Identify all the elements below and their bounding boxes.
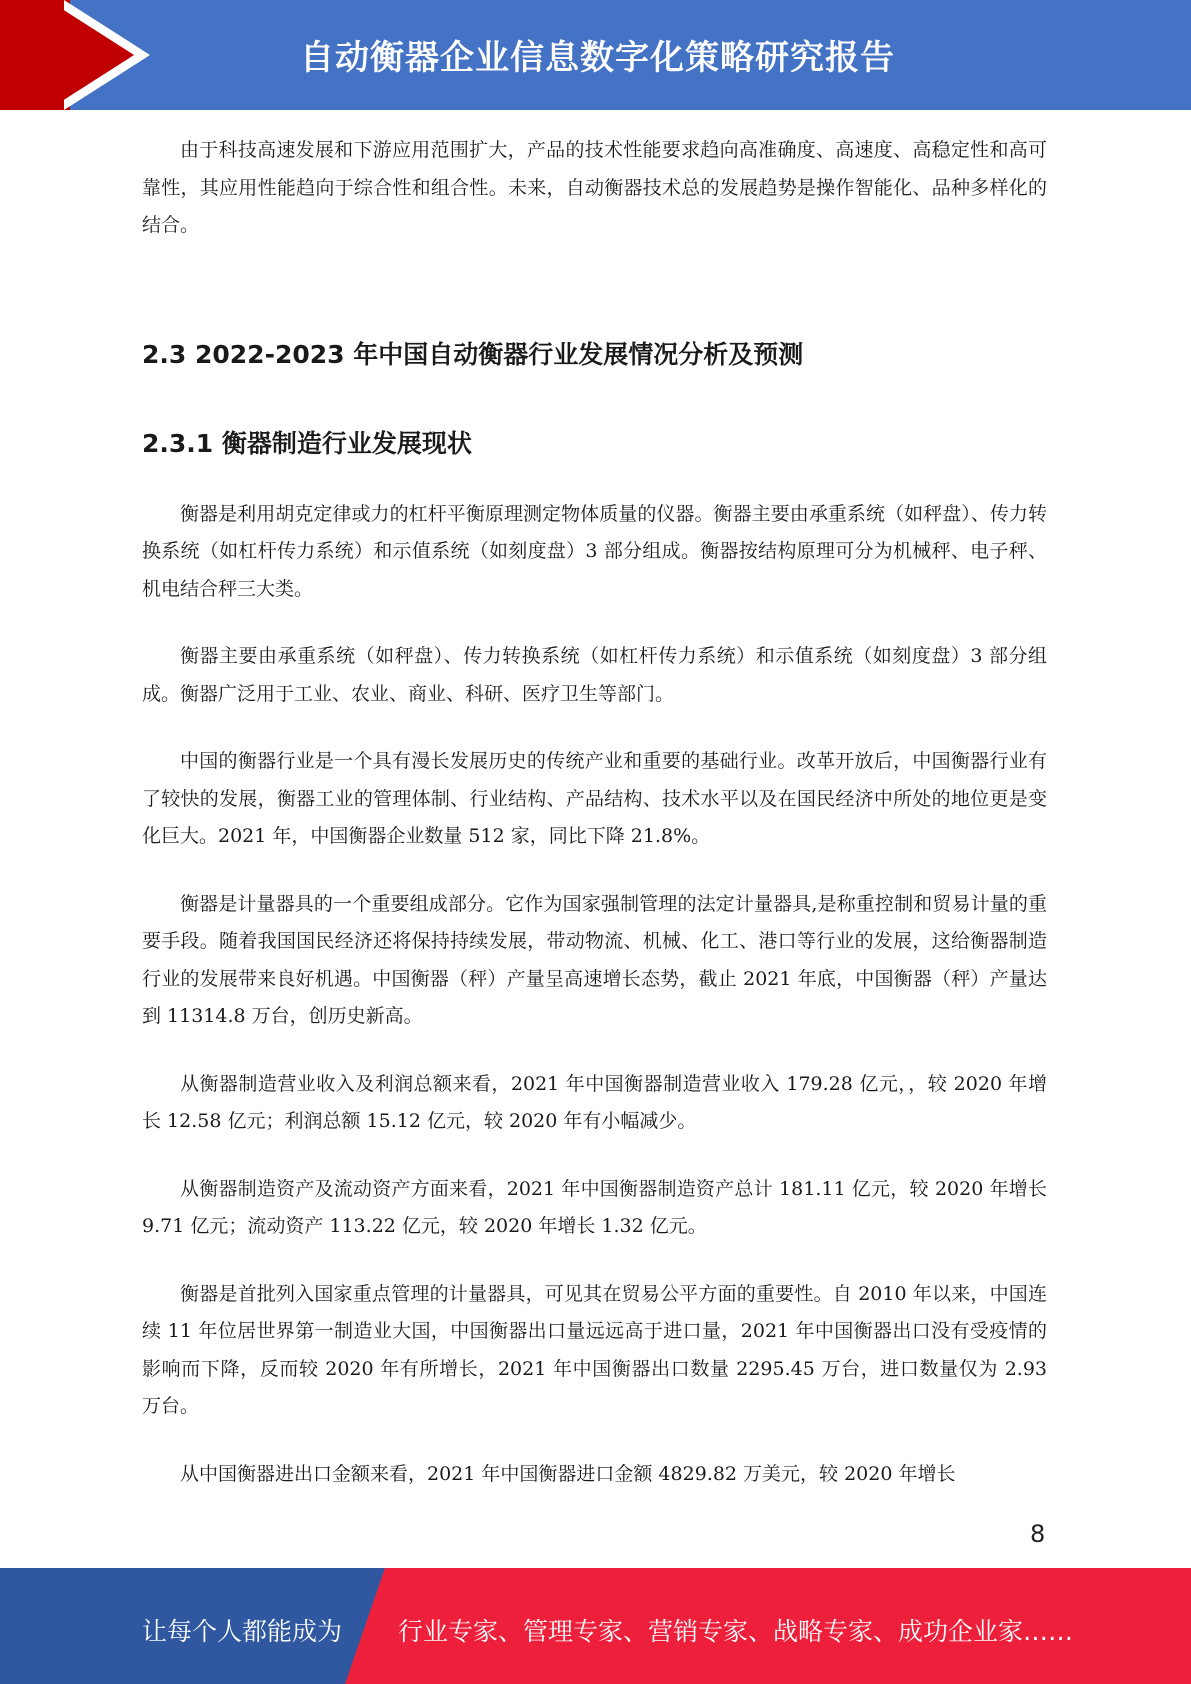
footer-blue-slant xyxy=(345,1568,385,1684)
body-paragraph: 从衡器制造营业收入及利润总额来看，2021 年中国衡器制造营业收入 179.28 亿元，，较 2020 年增长 12.58 亿元；利润总额 15.12 亿元，较 2020 年有小幅减少。 xyxy=(142,1072,1047,1132)
body-paragraph: 从衡器制造资产及流动资产方面来看，2021 年中国衡器制造资产总计 181.11 亿元，较 2020 年增长 9.71 亿元；流动资产 113.22 亿元，较 2020 年增长 1.32 亿元。 xyxy=(142,1177,1047,1237)
footer-banner xyxy=(0,1568,1191,1684)
report-title: 自动衡器企业信息数字化策略研究报告 xyxy=(300,38,895,78)
header-chevron-red xyxy=(48,0,134,110)
body-paragraph: 衡器是利用胡克定律或力的杠杆平衡原理测定物体质量的仪器。衡器主要由承重系统（如秤盘）、传力转换系统（如杠杆传力系统）和示值系统（如刻度盘）3 部分组成。衡器按结构原理可分为机械秤、电子秤、机电结合秤三大类。 xyxy=(142,502,1047,600)
section-heading: 2.3 2022-2023 年中国自动衡器行业发展情况分析及预测 xyxy=(142,339,804,369)
footer-slogan-left: 让每个人都能成为 xyxy=(142,1617,343,1646)
footer-slogan-right: 行业专家、管理专家、营销专家、战略专家、成功企业家…… xyxy=(398,1617,1074,1646)
subsection-heading: 2.3.1 衡器制造行业发展现状 xyxy=(142,428,472,458)
page-number: 8 xyxy=(1030,1520,1046,1548)
body-paragraph: 从中国衡器进出口金额来看，2021 年中国衡器进口金额 4829.82 万美元，较 2020 年增长 xyxy=(180,1462,956,1485)
body-paragraph: 中国的衡器行业是一个具有漫长发展历史的传统产业和重要的基础行业。改革开放后，中国衡器行业有了较快的发展，衡器工业的管理体制、行业结构、产品结构、技术水平以及在国民经济中所处的地位更是变化巨大。2021 年，中国衡器企业数量 512 家，同比下降 21.8%。 xyxy=(142,750,1047,847)
page-content xyxy=(142,132,1047,1493)
body-paragraph: 衡器是首批列入国家重点管理的计量器具，可见其在贸易公平方面的重要性。自 2010 年以来，中国连续 11 年位居世界第一制造业大国，中国衡器出口量远远高于进口量，2021 年中国衡器出口没有受疫情的影响而下降，反而较 2020 年有所增长，2021 年中国衡器出口数量 2295.45 万台，进口数量仅为 2.93 万台。 xyxy=(142,1282,1047,1417)
header-banner xyxy=(0,0,1191,110)
intro-paragraph: 由于科技高速发展和下游应用范围扩大，产品的技术性能要求趋向高准确度、高速度、高稳定性和高可靠性，其应用性能趋向于综合性和组合性。未来，自动衡器技术总的发展趋势是操作智能化、品种多样化的结合。 xyxy=(142,139,1047,236)
body-paragraph: 衡器是计量器具的一个重要组成部分。它作为国家强制管理的法定计量器具,是称重控制和贸易计量的重要手段。随着我国国民经济还将保持持续发展，带动物流、机械、化工、港口等行业的发展，这给衡器制造行业的发展带来良好机遇。中国衡器（秤）产量呈高速增长态势，截止 2021 年底，中国衡器（秤）产量达到 11314.8 万台，创历史新高。 xyxy=(142,892,1047,1027)
body-paragraph: 衡器主要由承重系统（如秤盘）、传力转换系统（如杠杆传力系统）和示值系统（如刻度盘）3 部分组成。衡器广泛用于工业、农业、商业、科研、医疗卫生等部门。 xyxy=(142,645,1047,705)
